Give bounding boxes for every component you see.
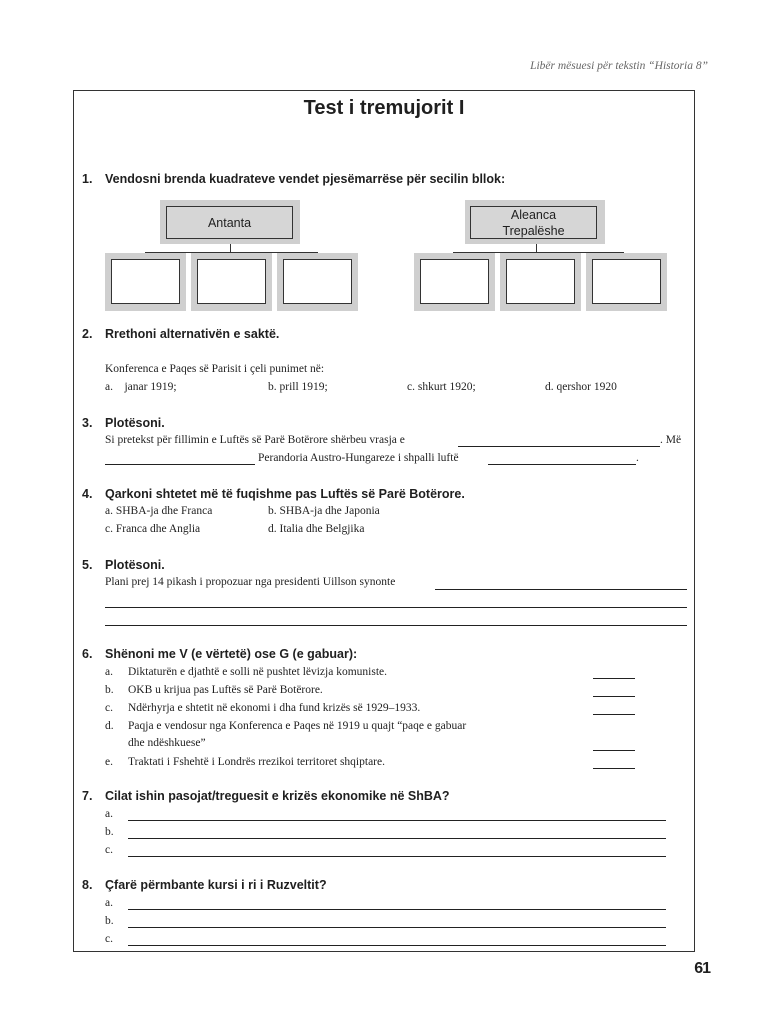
q6-answer-blank-c[interactable] bbox=[593, 714, 635, 715]
q3-line1-end: . Më bbox=[660, 434, 682, 446]
q7-answer-line-a[interactable] bbox=[128, 820, 666, 821]
q6-answer-blank-a[interactable] bbox=[593, 678, 635, 679]
connector bbox=[230, 244, 231, 252]
q8-number: 8. bbox=[82, 878, 93, 892]
q3-blank-1[interactable] bbox=[458, 446, 660, 447]
antanta-label: Antanta bbox=[207, 215, 252, 230]
q3-line2-end: . bbox=[636, 452, 639, 464]
header-note: Libër mësuesi për tekstin “Historia 8” bbox=[530, 60, 708, 72]
q4-number: 4. bbox=[82, 487, 93, 501]
q2-number: 2. bbox=[82, 327, 93, 341]
q6-text: Shënoni me V (e vërtetë) ose G (e gabuar): bbox=[105, 647, 358, 661]
q6-item-letter: d. bbox=[105, 720, 114, 732]
antanta-country-input-3[interactable] bbox=[283, 259, 352, 304]
q5-answer-line-3[interactable] bbox=[105, 625, 687, 626]
q8-answer-line-a[interactable] bbox=[128, 909, 666, 910]
aleanca-country-input-2[interactable] bbox=[506, 259, 575, 304]
q8-answer-line-b[interactable] bbox=[128, 927, 666, 928]
q4-option-a[interactable]: a. SHBA-ja dhe Franca bbox=[105, 505, 213, 517]
q2-option-a[interactable]: a. janar 1919; bbox=[105, 381, 177, 393]
q8-answer-line-c[interactable] bbox=[128, 945, 666, 946]
q5-answer-line-1[interactable] bbox=[435, 589, 687, 590]
aleanca-label-line2: Trepalëshe bbox=[502, 223, 565, 238]
q3-number: 3. bbox=[82, 416, 93, 430]
q8-letter-a: a. bbox=[105, 897, 113, 909]
q6-item-text-continued: dhe ndëshkuese” bbox=[128, 737, 206, 749]
q7-answer-line-b[interactable] bbox=[128, 838, 666, 839]
connector bbox=[536, 244, 537, 252]
antanta-country-input-1[interactable] bbox=[111, 259, 180, 304]
q5-text: Plotësoni. bbox=[105, 558, 165, 572]
q7-letter-a: a. bbox=[105, 808, 113, 820]
aleanca-country-input-3[interactable] bbox=[592, 259, 661, 304]
q6-item-text: Paqja e vendosur nga Konferenca e Paqes në 1919 u quajt “paqe e gabuar bbox=[128, 720, 467, 732]
q7-letter-b: b. bbox=[105, 826, 114, 838]
q6-item-letter: b. bbox=[105, 684, 114, 696]
q4-option-d[interactable]: d. Italia dhe Belgjika bbox=[268, 523, 365, 535]
q2-option-d[interactable]: d. qershor 1920 bbox=[545, 381, 617, 393]
q1-text: Vendosni brenda kuadrateve vendet pjesëmarrëse për secilin bllok: bbox=[105, 172, 506, 186]
q3-line2-mid: Perandoria Austro-Hungareze i shpalli luftë bbox=[258, 452, 459, 464]
q6-answer-blank-e[interactable] bbox=[593, 768, 635, 769]
q2-stem: Konferenca e Paqes së Parisit i çeli punimet në: bbox=[105, 363, 325, 375]
q8-letter-c: c. bbox=[105, 933, 113, 945]
q6-item-letter: a. bbox=[105, 666, 113, 678]
q3-blank-3[interactable] bbox=[488, 464, 636, 465]
q3-text: Plotësoni. bbox=[105, 416, 165, 430]
q7-number: 7. bbox=[82, 789, 93, 803]
q6-item-letter: e. bbox=[105, 756, 113, 768]
q4-text: Qarkoni shtetet më të fuqishme pas Luftës së Parë Botërore. bbox=[105, 487, 465, 501]
q6-item-letter: c. bbox=[105, 702, 113, 714]
aleanca-label-line1: Aleanca bbox=[510, 207, 557, 222]
aleanca-country-input-1[interactable] bbox=[420, 259, 489, 304]
q7-answer-line-c[interactable] bbox=[128, 856, 666, 857]
q8-letter-b: b. bbox=[105, 915, 114, 927]
aleanca-label-box bbox=[470, 206, 597, 239]
q4-option-b[interactable]: b. SHBA-ja dhe Japonia bbox=[268, 505, 380, 517]
q7-letter-c: c. bbox=[105, 844, 113, 856]
q2-text: Rrethoni alternativën e saktë. bbox=[105, 327, 280, 341]
page-title: Test i tremujorit I bbox=[303, 97, 465, 119]
q4-option-c[interactable]: c. Franca dhe Anglia bbox=[105, 523, 201, 535]
q5-answer-line-2[interactable] bbox=[105, 607, 687, 608]
q6-item-text: Diktaturën e djathtë e solli në pushtet lëvizja komuniste. bbox=[128, 666, 388, 678]
q6-item-text: Traktati i Fshehtë i Londrës rrezikoi territoret shqiptare. bbox=[128, 756, 385, 768]
q5-stem: Plani prej 14 pikash i propozuar nga presidenti Uillson synonte bbox=[105, 576, 396, 588]
q2-option-b[interactable]: b. prill 1919; bbox=[268, 381, 328, 393]
q6-answer-blank-d[interactable] bbox=[593, 750, 635, 751]
antanta-country-input-2[interactable] bbox=[197, 259, 266, 304]
q5-number: 5. bbox=[82, 558, 93, 572]
q3-blank-2[interactable] bbox=[105, 464, 255, 465]
antanta-label-box bbox=[166, 206, 293, 239]
q7-text: Cilat ishin pasojat/treguesit e krizës ekonomike në ShBA? bbox=[105, 789, 450, 803]
q2-option-c[interactable]: c. shkurt 1920; bbox=[407, 381, 476, 393]
q6-answer-blank-b[interactable] bbox=[593, 696, 635, 697]
q6-item-text: OKB u krijua pas Luftës së Parë Botërore. bbox=[128, 684, 323, 696]
q8-text: Çfarë përmbante kursi i ri i Ruzveltit? bbox=[105, 878, 327, 892]
q6-item-text: Ndërhyrja e shtetit në ekonomi i dha fund krizës së 1929–1933. bbox=[128, 702, 421, 714]
q3-line1-start: Si pretekst për fillimin e Luftës së Parë Botërore shërbeu vrasja e bbox=[105, 434, 405, 446]
page-number: 61 bbox=[694, 960, 710, 977]
q6-number: 6. bbox=[82, 647, 93, 661]
q1-number: 1. bbox=[82, 172, 93, 186]
